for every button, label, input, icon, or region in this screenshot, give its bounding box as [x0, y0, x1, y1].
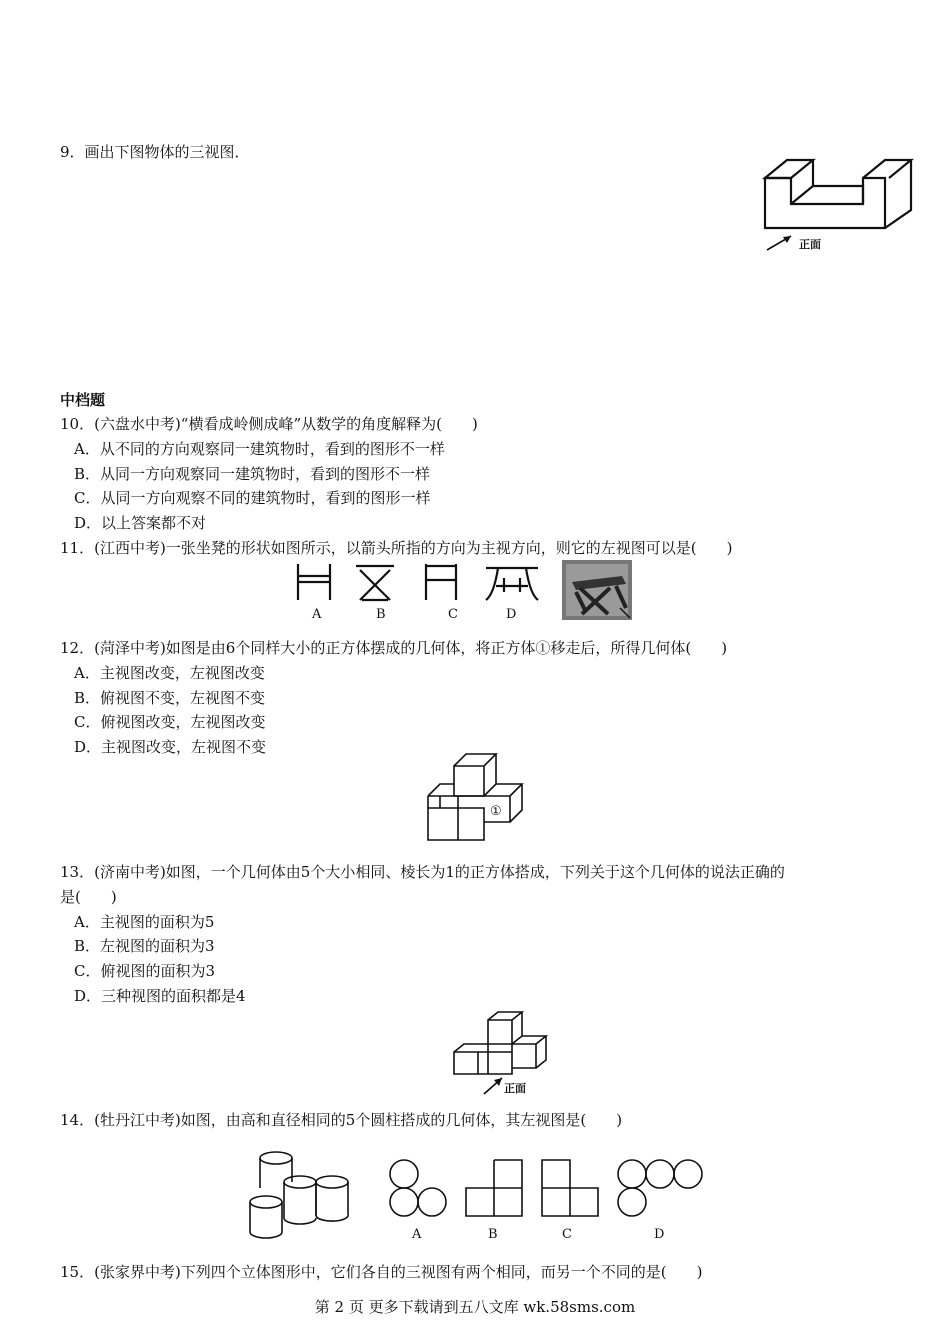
q9-text: 9．画出下图物体的三视图．	[60, 143, 250, 161]
q12-option-c: C．俯视图改变，左视图改变	[74, 713, 266, 731]
q11-text: 11．(江西中考)一张坐凳的形状如图所示，以箭头所指的方向为主视方向，则它的左视图可以是( )	[60, 539, 733, 557]
q10-option-a: A．从不同的方向观察同一建筑物时，看到的图形不一样	[74, 440, 445, 458]
q11-label-d: D	[506, 607, 517, 622]
q13-option-d: D．三种视图的面积都是4	[74, 987, 246, 1005]
q10-text: 10．(六盘水中考)“横看成岭侧成峰”从数学的角度解释为( )	[60, 415, 478, 433]
q10-option-b: B．从同一方向观察同一建筑物时，看到的图形不一样	[74, 465, 431, 483]
q12-figure-mark: ①	[490, 804, 502, 819]
q13-text-line2: 是( )	[60, 888, 117, 906]
q11-label-a: A	[312, 607, 322, 622]
q11-choice-a-view	[298, 564, 330, 600]
q13-option-a: A．主视图的面积为5	[74, 913, 215, 931]
q14-label-d: D	[654, 1227, 665, 1242]
q12-text: 12．(菏泽中考)如图是由6个同样大小的正方体摆成的几何体，将正方体①移走后，所得几何体( )	[60, 639, 728, 657]
q12-option-d: D．主视图改变，左视图不变	[74, 738, 267, 756]
q9-figure-label: 正面	[799, 238, 821, 251]
q12-option-a: A．主视图改变，左视图改变	[74, 664, 265, 682]
q11-choice-d-view	[486, 568, 538, 600]
q13-figure-label: 正面	[504, 1082, 526, 1095]
q15-text: 15．(张家界中考)下列四个立体图形中，它们各自的三视图有两个相同，而另一个不同的是( )	[60, 1263, 703, 1281]
q14-figure	[240, 1148, 710, 1248]
q10-option-c: C．从同一方向观察不同的建筑物时，看到的图形一样	[74, 489, 431, 507]
q11-choice-c-view	[426, 564, 456, 600]
q11-label-c: C	[448, 607, 458, 622]
page-footer: 第 2 页 更多下载请到五八文库 wk.58sms.com	[314, 1298, 636, 1316]
q14-choice-a-view	[390, 1160, 446, 1216]
q14-choice-c-view	[542, 1160, 598, 1216]
q13-option-b: B．左视图的面积为3	[74, 937, 215, 955]
q14-label-c: C	[562, 1227, 572, 1242]
q11-stool-image	[562, 560, 632, 620]
section-heading: 中档题	[60, 391, 106, 409]
q10-option-d: D．以上答案都不对	[74, 514, 207, 532]
q14-label-a: A	[412, 1227, 422, 1242]
q12-cube-figure	[420, 758, 530, 844]
q11-label-b: B	[376, 607, 386, 622]
q12-option-b: B．俯视图不变，左视图不变	[74, 689, 266, 707]
q14-choice-d-view	[618, 1160, 702, 1216]
q11-choices-figure	[290, 558, 640, 624]
q11-choice-b-view	[356, 566, 394, 600]
q9-figure-u-block	[755, 158, 925, 254]
q13-text-line1: 13．(济南中考)如图，一个几何体由5个大小相同、棱长为1的正方体搭成，下列关于这个几何体的说法正确的	[60, 863, 785, 881]
q14-text: 14．(牡丹江中考)如图，由高和直径相同的5个圆柱搭成的几何体，其左视图是( )	[60, 1111, 623, 1129]
q13-option-c: C．俯视图的面积为3	[74, 962, 216, 980]
q14-cylinders-solid	[250, 1152, 348, 1238]
q14-choice-b-view	[466, 1160, 522, 1216]
q13-cube-figure	[448, 1006, 558, 1096]
q14-label-b: B	[488, 1227, 498, 1242]
